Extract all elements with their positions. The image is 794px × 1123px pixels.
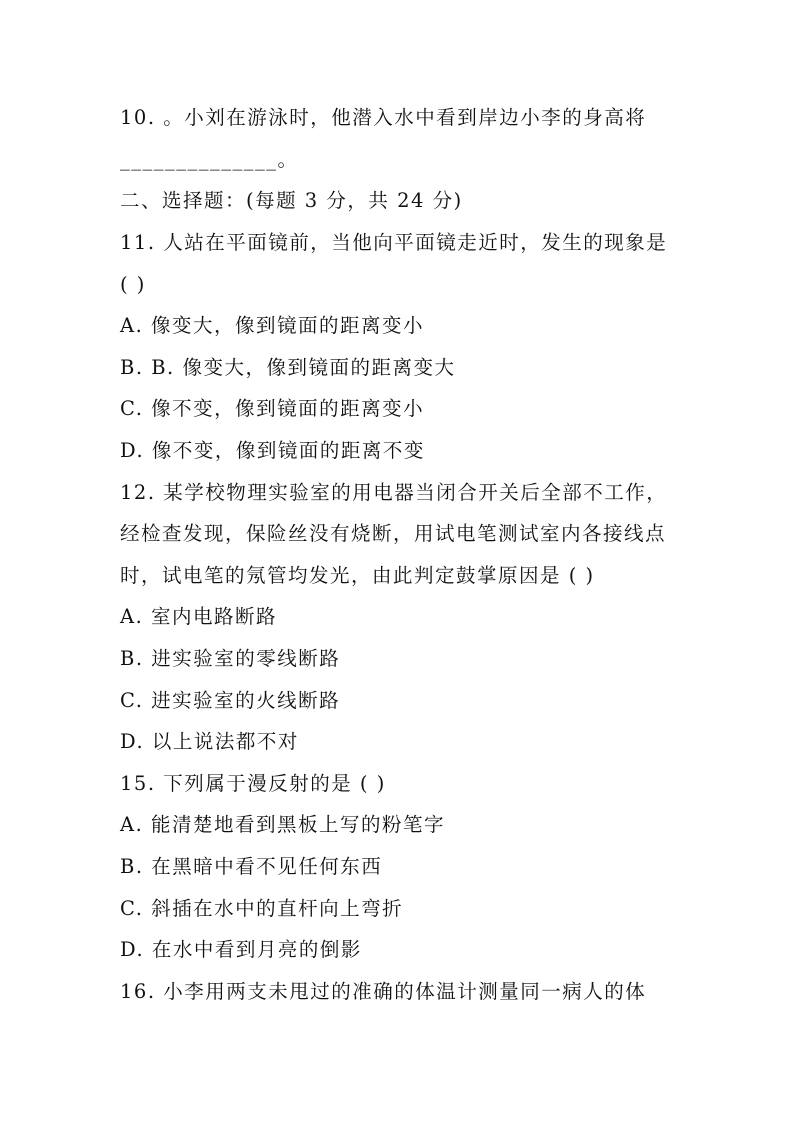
question-10: 10. 。小刘在游泳时，他潜入水中看到岸边小李的身高将 [120, 106, 647, 129]
question-12-line-2: 经检查发现，保险丝没有烧断，用试电笔测试室内各接线点 [120, 522, 667, 545]
question-15-option-b: B. 在黑暗中看不见任何东西 [120, 855, 383, 878]
question-15-option-c: C. 斜插在水中的直杆向上弯折 [120, 897, 404, 920]
question-11-option-a: A. 像变大，像到镜面的距离变小 [120, 314, 424, 337]
question-10-answer-blank: ______________。 [120, 148, 299, 171]
question-15-option-a: A. 能清楚地看到黑板上写的粉笔字 [120, 813, 445, 836]
question-11-option-b: B. B. 像变大，像到镜面的距离变大 [120, 356, 456, 379]
question-15-option-d: D. 在水中看到月亮的倒影 [120, 938, 362, 961]
question-16: 16. 小李用两支未甩过的准确的体温计测量同一病人的体 [120, 980, 647, 1003]
question-12-option-b: B. 进实验室的零线断路 [120, 647, 341, 670]
question-15: 15. 下列属于漫反射的是 ( ) [120, 772, 386, 795]
section-heading-multiple-choice: 二、选择题：(每题 3 分，共 24 分) [120, 189, 463, 212]
question-11-bracket: ( ) [120, 273, 146, 296]
question-12-option-a: A. 室内电路断路 [120, 605, 277, 628]
question-12-line-3: 时，试电笔的氖管均发光，由此判定鼓掌原因是 ( ) [120, 564, 595, 587]
question-12-option-d: D. 以上说法都不对 [120, 730, 299, 753]
question-12-option-c: C. 进实验室的火线断路 [120, 689, 341, 712]
question-11-option-c: C. 像不变，像到镜面的距离变小 [120, 397, 425, 420]
question-11: 11. 人站在平面镜前，当他向平面镜走近时，发生的现象是 [120, 231, 668, 254]
question-11-option-d: D. 像不变，像到镜面的距离不变 [120, 439, 425, 462]
question-12-line-1: 12. 某学校物理实验室的用电器当闭合开关后全部不工作， [120, 481, 668, 504]
